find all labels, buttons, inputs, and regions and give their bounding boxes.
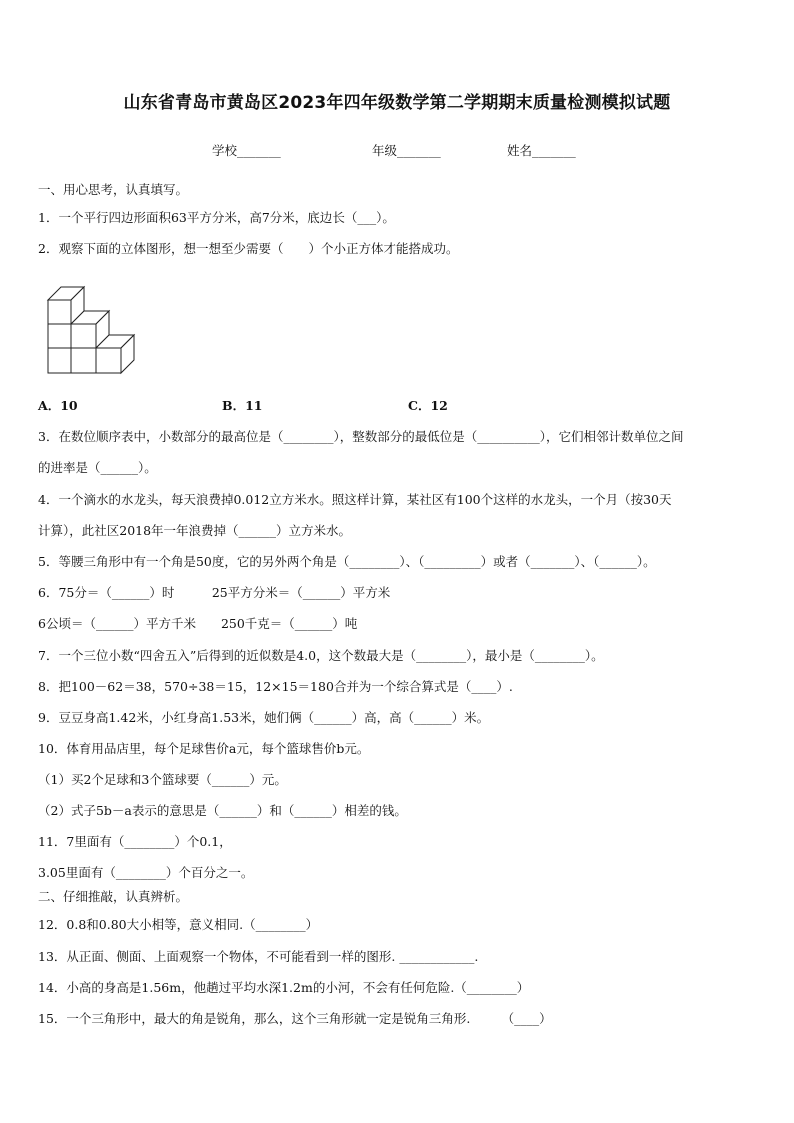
- question-13: 13．从正面、侧面、上面观察一个物体，不可能看到一样的图形. ____________.: [38, 949, 479, 964]
- question-11-line-1: 11．7里面有（________）个0.1，: [38, 834, 232, 849]
- question-1: 1．一个平行四边形面积63平方分米，高7分米，底边长（___）。: [38, 210, 395, 225]
- option-a: A．10: [38, 398, 78, 413]
- question-6-line-2: 6公顷＝（______）平方千米 250千克＝（______）吨: [38, 616, 358, 631]
- question-3-line-1: 3．在数位顺序表中，小数部分的最高位是（________），整数部分的最低位是（__________），它们相邻计数单位之间: [38, 429, 684, 444]
- question-10-part-1: （1）买2个足球和3个篮球要（______）元。: [38, 772, 287, 787]
- question-10-part-2: （2）式子5b－a表示的意思是（______）和（______）相差的钱。: [38, 803, 407, 818]
- name-field: 姓名_______: [507, 143, 576, 158]
- question-2: 2．观察下面的立体图形，想一想至少需要（ ）个小正方体才能搭成功。: [38, 241, 459, 256]
- question-9: 9．豆豆身高1.42米，小红身高1.53米，她们俩（______）高，高（______）米。: [38, 710, 490, 725]
- question-8: 8．把100－62＝38，570÷38＝15，12×15＝180合并为一个综合算式是（____）.: [38, 679, 513, 694]
- cube-figure: [44, 274, 156, 380]
- question-15: 15．一个三角形中，最大的角是锐角，那么，这个三角形就一定是锐角三角形. （____）: [38, 1011, 552, 1026]
- section-2-heading: 二、仔细推敲，认真辨析。: [38, 889, 189, 904]
- question-10: 10．体育用品店里，每个足球售价a元，每个篮球售价b元。: [38, 741, 370, 756]
- question-12: 12．0.8和0.80大小相等，意义相同.（________）: [38, 917, 319, 932]
- question-4-line-2: 计算），此社区2018年一年浪费掉（______）立方米水。: [38, 523, 352, 538]
- section-1-heading: 一、用心思考，认真填写。: [38, 182, 189, 197]
- question-11-line-2: 3.05里面有（________）个百分之一。: [38, 865, 254, 880]
- question-7: 7．一个三位小数“四舍五入”后得到的近似数是4.0，这个数最大是（________），最小是（________）。: [38, 648, 604, 663]
- question-5: 5．等腰三角形中有一个角是50度，它的另外两个角是（________）、（_________）或者（_______）、（______）。: [38, 554, 656, 569]
- question-14: 14．小高的身高是1.56m，他趟过平均水深1.2m的小河，不会有任何危险.（________）: [38, 980, 530, 995]
- question-3-line-2: 的进率是（______）。: [38, 460, 157, 475]
- page-title: 山东省青岛市黄岛区2023年四年级数学第二学期期末质量检测模拟试题: [123, 93, 671, 113]
- option-b: B．11: [222, 398, 263, 413]
- question-4-line-1: 4．一个滴水的水龙头，每天浪费掉0.012立方米水。照这样计算，某社区有100个这样的水龙头，一个月（按30天: [38, 492, 672, 507]
- grade-field: 年级_______: [372, 143, 441, 158]
- option-c: C．12: [408, 398, 448, 413]
- school-field: 学校_______: [212, 143, 281, 158]
- question-6-line-1: 6．75分＝（______）时 25平方分米＝（______）平方米: [38, 585, 391, 600]
